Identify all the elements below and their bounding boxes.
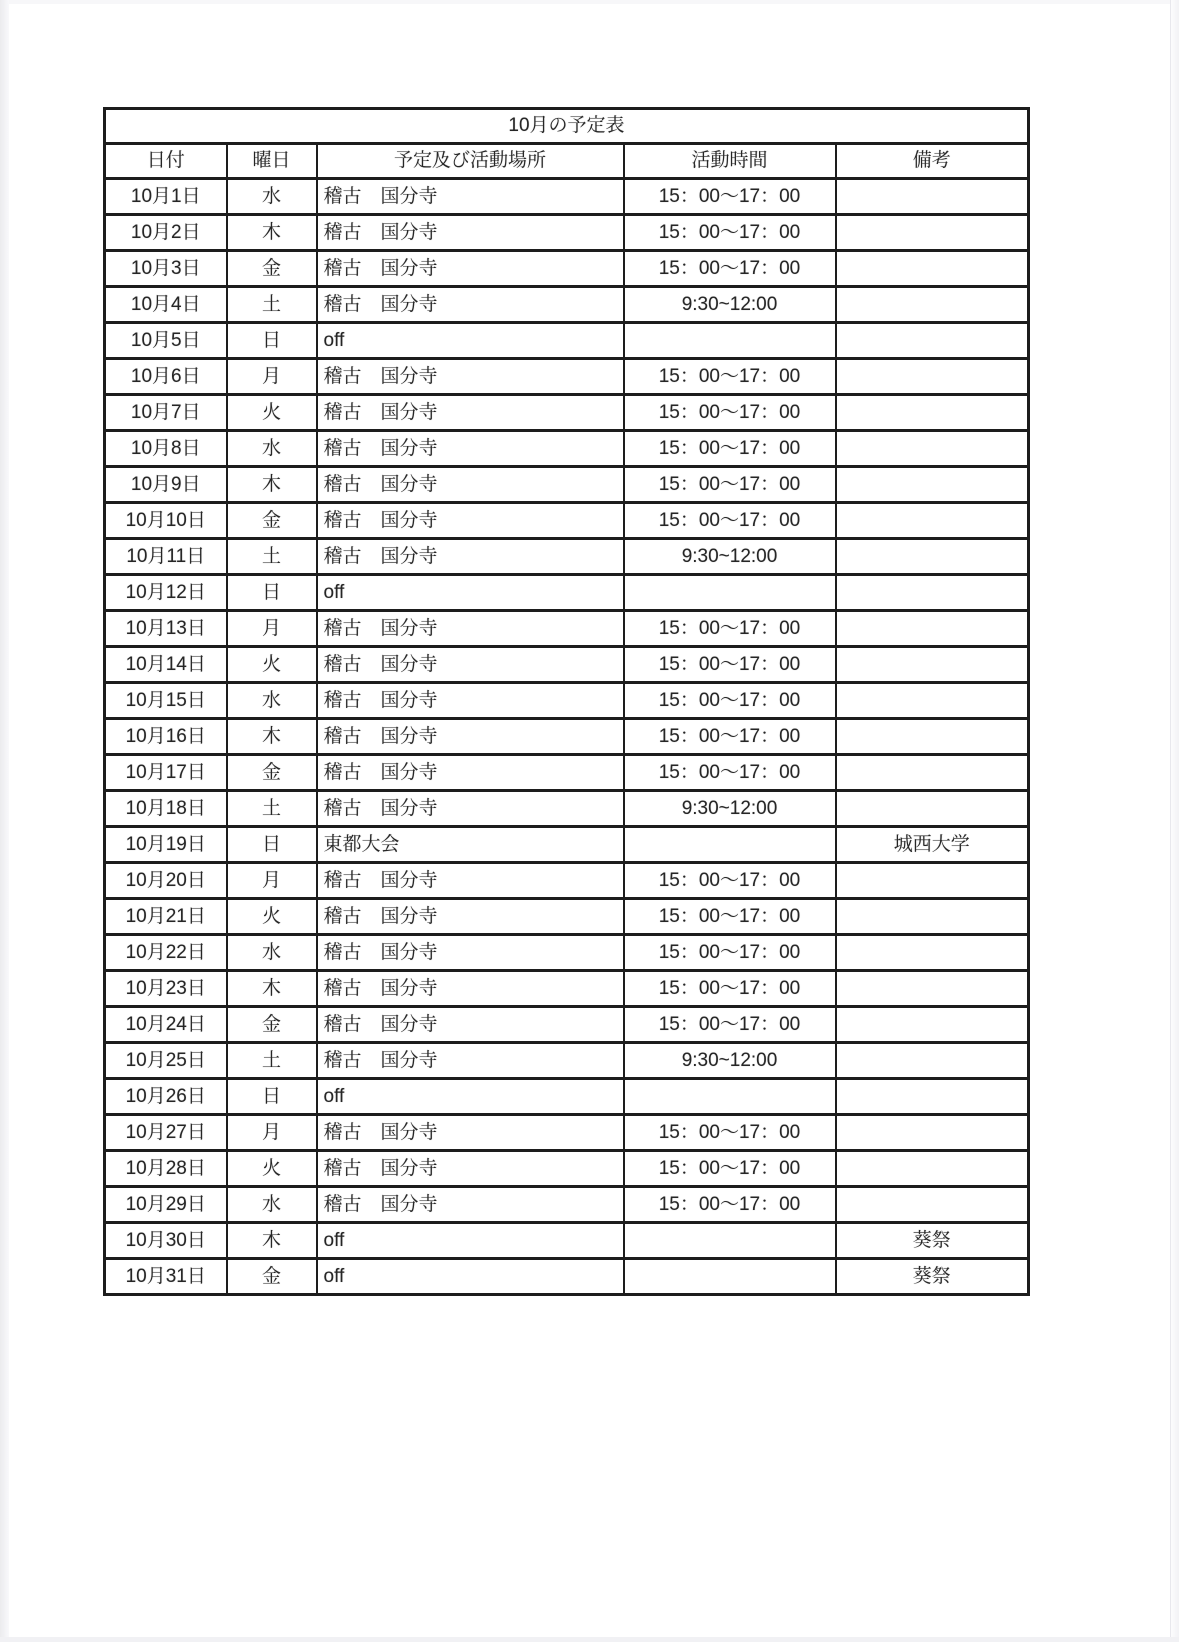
time-cell: 9:30~12:00 [624, 791, 836, 827]
column-header-time: 活動時間 [624, 144, 836, 179]
note-cell [836, 1151, 1029, 1187]
time-cell: 9:30~12:00 [624, 1043, 836, 1079]
note-cell [836, 719, 1029, 755]
day-cell: 火 [227, 395, 317, 431]
time-cell: 15：00～17：00 [624, 719, 836, 755]
table-row [105, 1223, 1029, 1259]
table-row [105, 539, 1029, 575]
table-row [105, 1043, 1029, 1079]
table-row [105, 647, 1029, 683]
day-cell: 水 [227, 935, 317, 971]
note-cell [836, 1115, 1029, 1151]
day-cell: 金 [227, 503, 317, 539]
time-cell: 15：00～17：00 [624, 215, 836, 251]
column-header-activity: 予定及び活動場所 [317, 144, 624, 179]
time-cell: 15：00～17：00 [624, 647, 836, 683]
column-header-date: 日付 [105, 144, 227, 179]
date-cell: 10月29日 [105, 1187, 227, 1223]
note-cell [836, 1007, 1029, 1043]
activity-cell: 稽古 国分寺 [317, 503, 624, 539]
activity-cell: off [317, 323, 624, 359]
date-cell: 10月15日 [105, 683, 227, 719]
activity-cell: 稽古 国分寺 [317, 791, 624, 827]
time-cell: 15：00～17：00 [624, 1187, 836, 1223]
table-row [105, 755, 1029, 791]
time-cell: 15：00～17：00 [624, 863, 836, 899]
day-cell: 火 [227, 647, 317, 683]
day-cell: 木 [227, 1223, 317, 1259]
day-cell: 木 [227, 971, 317, 1007]
note-cell [836, 1187, 1029, 1223]
activity-cell: 稽古 国分寺 [317, 755, 624, 791]
date-cell: 10月6日 [105, 359, 227, 395]
activity-cell: 稽古 国分寺 [317, 539, 624, 575]
day-cell: 水 [227, 431, 317, 467]
date-cell: 10月22日 [105, 935, 227, 971]
note-cell [836, 791, 1029, 827]
schedule-table [103, 107, 1030, 1296]
date-cell: 10月10日 [105, 503, 227, 539]
day-cell: 月 [227, 359, 317, 395]
table-row [105, 503, 1029, 539]
date-cell: 10月18日 [105, 791, 227, 827]
activity-cell: 稽古 国分寺 [317, 719, 624, 755]
photo-edge-bottom [0, 1637, 1179, 1642]
time-cell [624, 827, 836, 863]
activity-cell: 稽古 国分寺 [317, 899, 624, 935]
time-cell: 15：00～17：00 [624, 1151, 836, 1187]
note-cell [836, 575, 1029, 611]
date-cell: 10月11日 [105, 539, 227, 575]
note-cell: 葵祭 [836, 1259, 1029, 1295]
note-cell [836, 935, 1029, 971]
day-cell: 月 [227, 863, 317, 899]
date-cell: 10月17日 [105, 755, 227, 791]
day-cell: 日 [227, 1079, 317, 1115]
note-cell: 葵祭 [836, 1223, 1029, 1259]
activity-cell: 稽古 国分寺 [317, 1187, 624, 1223]
day-cell: 土 [227, 1043, 317, 1079]
table-row [105, 683, 1029, 719]
activity-cell: 稽古 国分寺 [317, 863, 624, 899]
column-header-note: 備考 [836, 144, 1029, 179]
note-cell [836, 395, 1029, 431]
day-cell: 火 [227, 1151, 317, 1187]
table-row [105, 359, 1029, 395]
note-cell [836, 467, 1029, 503]
activity-cell: 稽古 国分寺 [317, 467, 624, 503]
day-cell: 金 [227, 251, 317, 287]
time-cell: 15：00～17：00 [624, 935, 836, 971]
date-cell: 10月23日 [105, 971, 227, 1007]
activity-cell: 稽古 国分寺 [317, 251, 624, 287]
header-row [105, 144, 1029, 179]
table-row [105, 1259, 1029, 1295]
date-cell: 10月5日 [105, 323, 227, 359]
date-cell: 10月9日 [105, 467, 227, 503]
time-cell: 15：00～17：00 [624, 467, 836, 503]
note-cell [836, 611, 1029, 647]
day-cell: 水 [227, 683, 317, 719]
note-cell [836, 323, 1029, 359]
photo-edge-top [0, 0, 1179, 4]
day-cell: 木 [227, 719, 317, 755]
activity-cell: 稽古 国分寺 [317, 935, 624, 971]
note-cell [836, 647, 1029, 683]
day-cell: 日 [227, 575, 317, 611]
day-cell: 木 [227, 467, 317, 503]
photo-edge-left [0, 0, 9, 1642]
table-title: 10月の予定表 [105, 109, 1029, 144]
note-cell [836, 431, 1029, 467]
table-row [105, 1079, 1029, 1115]
note-cell [836, 215, 1029, 251]
table-row [105, 1115, 1029, 1151]
date-cell: 10月19日 [105, 827, 227, 863]
time-cell [624, 1223, 836, 1259]
table-row [105, 287, 1029, 323]
time-cell: 15：00～17：00 [624, 971, 836, 1007]
table-row [105, 899, 1029, 935]
table-row [105, 863, 1029, 899]
note-cell [836, 179, 1029, 215]
time-cell: 15：00～17：00 [624, 899, 836, 935]
table-row [105, 575, 1029, 611]
table-row [105, 971, 1029, 1007]
time-cell: 15：00～17：00 [624, 431, 836, 467]
note-cell [836, 971, 1029, 1007]
date-cell: 10月3日 [105, 251, 227, 287]
note-cell [836, 683, 1029, 719]
day-cell: 土 [227, 539, 317, 575]
day-cell: 木 [227, 215, 317, 251]
day-cell: 水 [227, 179, 317, 215]
time-cell: 15：00～17：00 [624, 395, 836, 431]
time-cell [624, 1079, 836, 1115]
activity-cell: off [317, 1259, 624, 1295]
time-cell [624, 323, 836, 359]
note-cell [836, 899, 1029, 935]
time-cell: 15：00～17：00 [624, 1115, 836, 1151]
date-cell: 10月26日 [105, 1079, 227, 1115]
note-cell [836, 1079, 1029, 1115]
activity-cell: off [317, 1079, 624, 1115]
activity-cell: 稽古 国分寺 [317, 971, 624, 1007]
time-cell: 15：00～17：00 [624, 611, 836, 647]
date-cell: 10月31日 [105, 1259, 227, 1295]
time-cell: 9:30~12:00 [624, 539, 836, 575]
note-cell [836, 539, 1029, 575]
date-cell: 10月30日 [105, 1223, 227, 1259]
date-cell: 10月16日 [105, 719, 227, 755]
activity-cell: 稽古 国分寺 [317, 395, 624, 431]
note-cell [836, 755, 1029, 791]
date-cell: 10月27日 [105, 1115, 227, 1151]
day-cell: 金 [227, 1259, 317, 1295]
table-row [105, 179, 1029, 215]
date-cell: 10月24日 [105, 1007, 227, 1043]
day-cell: 月 [227, 1115, 317, 1151]
activity-cell: off [317, 575, 624, 611]
table-row [105, 431, 1029, 467]
activity-cell: 東都大会 [317, 827, 624, 863]
time-cell [624, 575, 836, 611]
table-row [105, 935, 1029, 971]
day-cell: 水 [227, 1187, 317, 1223]
activity-cell: 稽古 国分寺 [317, 683, 624, 719]
day-cell: 火 [227, 899, 317, 935]
activity-cell: off [317, 1223, 624, 1259]
activity-cell: 稽古 国分寺 [317, 431, 624, 467]
day-cell: 月 [227, 611, 317, 647]
note-cell [836, 359, 1029, 395]
note-cell [836, 863, 1029, 899]
table-row [105, 467, 1029, 503]
table-row [105, 251, 1029, 287]
activity-cell: 稽古 国分寺 [317, 1007, 624, 1043]
activity-cell: 稽古 国分寺 [317, 611, 624, 647]
note-cell [836, 503, 1029, 539]
time-cell [624, 1259, 836, 1295]
table-row [105, 791, 1029, 827]
table-row [105, 1007, 1029, 1043]
time-cell: 9:30~12:00 [624, 287, 836, 323]
table-row [105, 395, 1029, 431]
day-cell: 日 [227, 827, 317, 863]
table-row [105, 827, 1029, 863]
time-cell: 15：00～17：00 [624, 503, 836, 539]
date-cell: 10月12日 [105, 575, 227, 611]
day-cell: 日 [227, 323, 317, 359]
note-cell [836, 251, 1029, 287]
column-header-weekday: 曜日 [227, 144, 317, 179]
time-cell: 15：00～17：00 [624, 683, 836, 719]
time-cell: 15：00～17：00 [624, 359, 836, 395]
time-cell: 15：00～17：00 [624, 1007, 836, 1043]
note-cell: 城西大学 [836, 827, 1029, 863]
photo-edge-right [1170, 0, 1179, 1642]
activity-cell: 稽古 国分寺 [317, 359, 624, 395]
note-cell [836, 287, 1029, 323]
activity-cell: 稽古 国分寺 [317, 1115, 624, 1151]
date-cell: 10月4日 [105, 287, 227, 323]
activity-cell: 稽古 国分寺 [317, 647, 624, 683]
activity-cell: 稽古 国分寺 [317, 215, 624, 251]
table-row [105, 1151, 1029, 1187]
date-cell: 10月7日 [105, 395, 227, 431]
schedule-body [105, 179, 1029, 1295]
time-cell: 15：00～17：00 [624, 755, 836, 791]
activity-cell: 稽古 国分寺 [317, 287, 624, 323]
day-cell: 金 [227, 1007, 317, 1043]
table-row [105, 611, 1029, 647]
note-cell [836, 1043, 1029, 1079]
activity-cell: 稽古 国分寺 [317, 1151, 624, 1187]
date-cell: 10月14日 [105, 647, 227, 683]
table-row [105, 215, 1029, 251]
day-cell: 金 [227, 755, 317, 791]
date-cell: 10月13日 [105, 611, 227, 647]
date-cell: 10月2日 [105, 215, 227, 251]
date-cell: 10月28日 [105, 1151, 227, 1187]
date-cell: 10月1日 [105, 179, 227, 215]
time-cell: 15：00～17：00 [624, 251, 836, 287]
date-cell: 10月8日 [105, 431, 227, 467]
activity-cell: 稽古 国分寺 [317, 179, 624, 215]
activity-cell: 稽古 国分寺 [317, 1043, 624, 1079]
date-cell: 10月21日 [105, 899, 227, 935]
table-row [105, 1187, 1029, 1223]
date-cell: 10月20日 [105, 863, 227, 899]
time-cell: 15：00～17：00 [624, 179, 836, 215]
date-cell: 10月25日 [105, 1043, 227, 1079]
table-row [105, 719, 1029, 755]
day-cell: 土 [227, 791, 317, 827]
table-row [105, 323, 1029, 359]
title-row [105, 109, 1029, 144]
day-cell: 土 [227, 287, 317, 323]
